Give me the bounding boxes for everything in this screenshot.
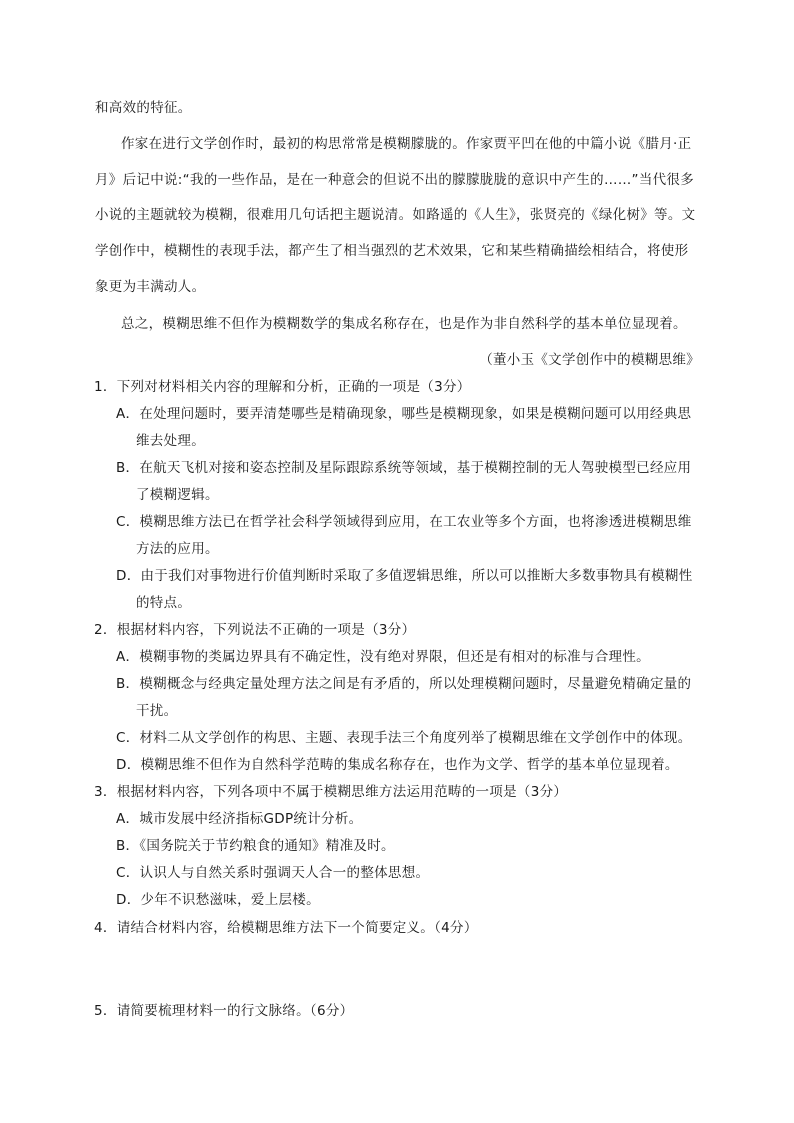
option-d: D．少年不识愁滋味，爱上层楼。 <box>116 892 320 908</box>
option-d-cont: 的特点。 <box>136 595 192 611</box>
question-stem: 3．根据材料内容，下列各项中不属于模糊思维方法运用范畴的一项是（3分） <box>94 784 568 800</box>
material-line: 象更为丰满动人。 <box>95 279 206 295</box>
option-b-cont: 干扰。 <box>136 703 178 719</box>
option-a: A．城市发展中经济指标GDP统计分析。 <box>116 811 363 827</box>
option-c: C．模糊思维方法已在哲学社会科学领域得到应用，在工农业等多个方面，也将渗透进模糊思维 <box>116 514 692 530</box>
material-line: 小说的主题就较为模糊，很难用几句话把主题说清。如路遥的《人生》，张贤亮的《绿化树》等。文 <box>95 207 696 223</box>
material-line: 学创作中，模糊性的表现手法，都产生了相当强烈的艺术效果，它和某些精确描绘相结合，将使形 <box>95 243 689 259</box>
material-line: 和高效的特征。 <box>95 100 192 116</box>
option-a-cont: 维去处理。 <box>136 433 205 449</box>
option-b: B．模糊概念与经典定量处理方法之间是有矛盾的，所以处理模糊问题时，尽量避免精确定量的 <box>116 676 692 692</box>
option-c: C．材料二从文学创作的构思、主题、表现手法三个角度列举了模糊思维在文学创作中的体现。 <box>116 730 692 746</box>
material-source: （董小玉《文学创作中的模糊思维》 <box>479 352 700 368</box>
material-line: 总之，模糊思维不但作为模糊数学的集成名称存在，也是作为非自然科学的基本单位显现着。 <box>121 316 687 332</box>
material-line: 作家在进行文学创作时，最初的构思常常是模糊朦胧的。作家贾平凹在他的中篇小说《腊月·正 <box>121 136 692 152</box>
option-a: A．在处理问题时，要弄清楚哪些是精确现象，哪些是模糊现象，如果是模糊问题可以用经典思 <box>116 406 692 422</box>
option-c: C．认识人与自然关系时强调天人合一的整体思想。 <box>116 865 430 881</box>
option-a: A．模糊事物的类属边界具有不确定性，没有绝对界限，但还是有相对的标准与合理性。 <box>116 649 650 665</box>
material-line: 月》后记中说:“我的一些作品，是在一种意会的但说不出的朦朦胧胧的意识中产生的……”当代很多 <box>95 172 695 188</box>
question-stem: 4．请结合材料内容，给模糊思维方法下一个简要定义。（4分） <box>94 920 478 936</box>
option-b: B．在航天飞机对接和姿态控制及星际跟踪系统等领域，基于模糊控制的无人驾驶模型已经应用 <box>116 460 692 476</box>
question-stem: 5．请简要梳理材料一的行文脉络。（6分） <box>94 1003 354 1019</box>
option-c-cont: 方法的应用。 <box>136 541 219 557</box>
option-d: D．模糊思维不但作为自然科学范畴的集成名称存在，也作为文学、哲学的基本单位显现着。 <box>116 757 679 773</box>
option-b-cont: 了模糊逻辑。 <box>136 487 219 503</box>
question-stem: 2．根据材料内容，下列说法不正确的一项是（3分） <box>94 622 416 638</box>
option-d: D．由于我们对事物进行价值判断时采取了多值逻辑思维，所以可以推断大多数事物具有模糊性 <box>116 568 693 584</box>
option-b: B．《国务院关于节约粮食的通知》精准及时。 <box>116 838 395 854</box>
question-stem: 1．下列对材料相关内容的理解和分析，正确的一项是（3分） <box>94 379 471 395</box>
